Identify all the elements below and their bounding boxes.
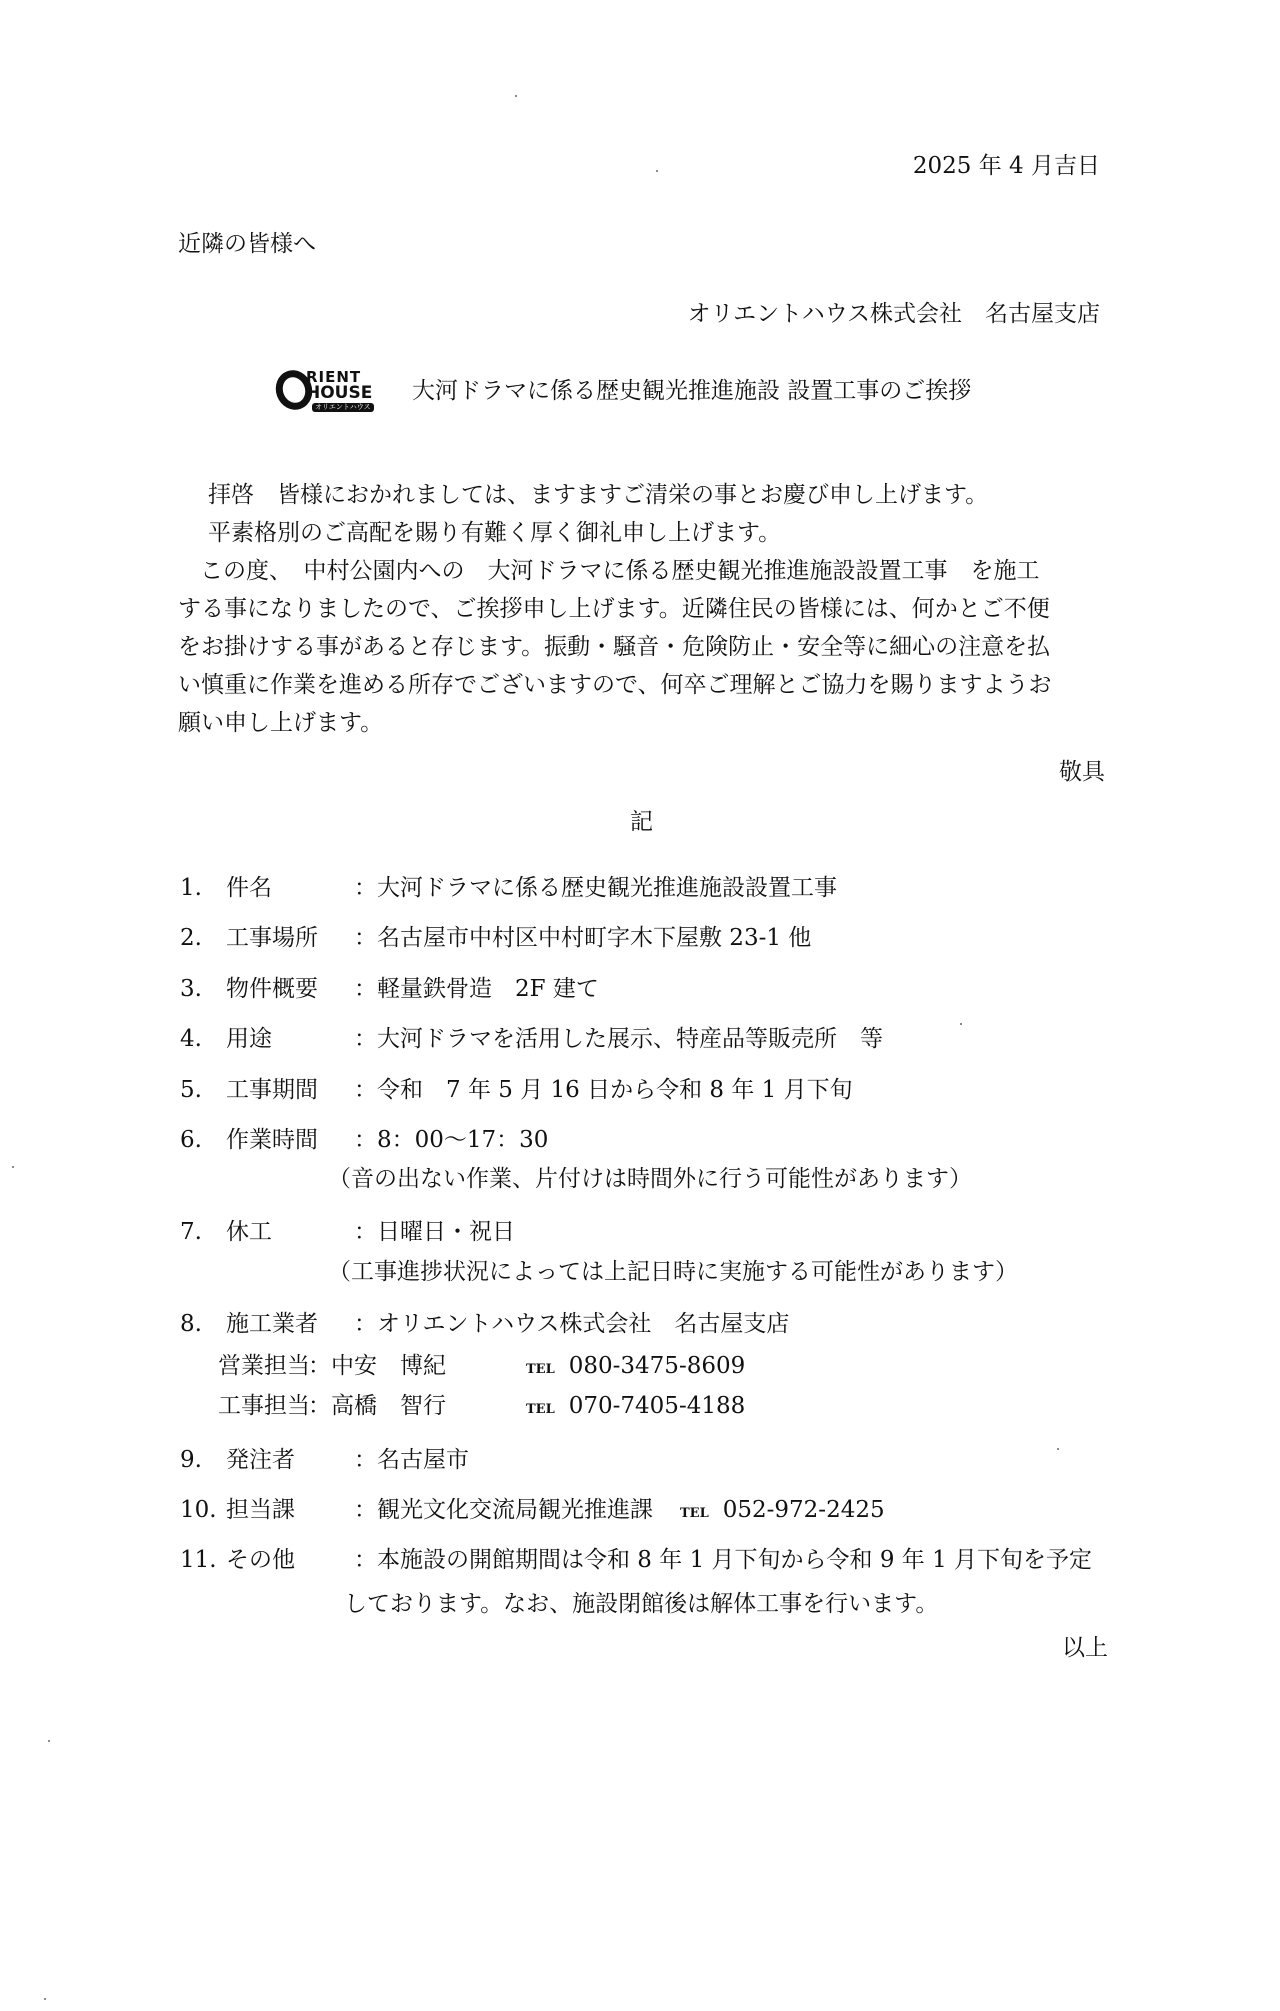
list-item-4 <box>180 1023 883 1055</box>
item-label: 用途 <box>226 1026 272 1052</box>
scan-speck <box>656 170 658 172</box>
item-number: 10. <box>180 1497 217 1523</box>
closing-keigu: 敬具 <box>1059 759 1105 785</box>
tel-mark: TEL <box>526 1362 555 1377</box>
list-item-8 <box>180 1308 789 1340</box>
scan-speck <box>1057 1448 1059 1450</box>
item-value: ：軽量鉄骨造 2F 建て <box>354 976 599 1002</box>
tel-mark: TEL <box>680 1506 709 1521</box>
body-line-3: この度、 中村公園内への 大河ドラマに係る歴史観光推進施設設置工事 を施工 <box>200 558 1040 584</box>
scan-speck <box>48 1740 50 1742</box>
item-label: 物件概要 <box>226 976 318 1002</box>
item-value: ：日曜日・祝日 <box>354 1219 515 1245</box>
item-label: 休工 <box>226 1219 272 1245</box>
list-item-11 <box>180 1544 1092 1576</box>
item-number: 11. <box>180 1547 217 1573</box>
contact-role: 営業担当 <box>218 1353 310 1379</box>
item-number: 8. <box>180 1311 202 1337</box>
item-number: 6. <box>180 1127 202 1153</box>
tel-mark: TEL <box>526 1402 555 1417</box>
body-line-6: い慎重に作業を進める所存でございますので、何卒ご理解とご協力を賜りますようお <box>178 672 1052 698</box>
recipient: 近隣の皆様へ <box>178 231 316 257</box>
item-number: 7. <box>180 1219 202 1245</box>
logo-text-2: HOUSE <box>306 383 373 403</box>
item-value: ：名古屋市 <box>354 1447 469 1473</box>
item-label: 工事場所 <box>226 925 318 951</box>
item-value: ：名古屋市中村区中村町字木下屋敷 23-1 他 <box>354 925 812 951</box>
list-item-5 <box>180 1074 853 1106</box>
company-logo <box>276 368 406 414</box>
contact-tel: 080-3475-8609 <box>568 1353 746 1379</box>
logo-text-1: RIENT <box>306 368 362 386</box>
list-item-7 <box>180 1216 515 1248</box>
contact-tel: 070-7405-4188 <box>568 1393 746 1419</box>
item-value: ：本施設の開館期間は令和 8 年 1 月下旬から令和 9 年 1 月下旬を予定 <box>354 1547 1093 1573</box>
body-line-5: をお掛けする事があると存じます。振動・騒音・危険防止・安全等に細心の注意を払 <box>178 634 1051 660</box>
document-title: 大河ドラマに係る歴史観光推進施設 設置工事のご挨拶 <box>412 378 972 404</box>
item-label: その他 <box>226 1547 295 1573</box>
title-row <box>276 368 971 414</box>
body-line-4: する事になりましたので、ご挨拶申し上げます。近隣住民の皆様には、何かとご不便 <box>178 596 1050 622</box>
item-label: 施工業者 <box>226 1311 318 1337</box>
list-item-10 <box>180 1494 885 1530</box>
item-number: 4. <box>180 1026 202 1052</box>
contact-sales <box>218 1350 745 1386</box>
item-value: ：オリエントハウス株式会社 名古屋支店 <box>354 1311 790 1337</box>
item-value: ：令和 7 年 5 月 16 日から令和 8 年 1 月下旬 <box>354 1077 853 1103</box>
contact-name: ：高橋 智行 <box>308 1393 446 1419</box>
scan-speck <box>960 1023 962 1025</box>
item-7-note: （工事進捗状況によっては上記日時に実施する可能性があります） <box>328 1259 1018 1285</box>
item-number: 3. <box>180 976 202 1002</box>
item-label: 件名 <box>226 875 272 901</box>
item-11-note: しております。なお、施設閉館後は解体工事を行います。 <box>344 1591 939 1617</box>
item-label: 担当課 <box>226 1497 295 1523</box>
item-number: 1. <box>180 875 202 901</box>
contact-construction <box>218 1390 745 1426</box>
item-number: 2. <box>180 925 202 951</box>
item-label: 作業時間 <box>226 1127 318 1153</box>
contact-role: 工事担当 <box>218 1393 310 1419</box>
end-ijo: 以上 <box>1062 1635 1108 1661</box>
list-item-3 <box>180 973 599 1005</box>
logo-text-3: オリエントハウス <box>312 403 374 412</box>
scan-speck <box>515 95 517 97</box>
item-6-note: （音の出ない作業、片付けは時間外に行う可能性があります） <box>328 1166 972 1192</box>
item-value: ：大河ドラマに係る歴史観光推進施設設置工事 <box>354 875 837 901</box>
scan-speck <box>12 1166 14 1168</box>
scan-speck <box>44 1998 46 2000</box>
item-number: 5. <box>180 1077 202 1103</box>
body-line-2: 平素格別のご高配を賜り有難く厚く御礼申し上げます。 <box>208 520 782 546</box>
contact-name: ：中安 博紀 <box>308 1353 446 1379</box>
list-item-6 <box>180 1124 548 1156</box>
sender: オリエントハウス株式会社 名古屋支店 <box>687 301 1100 327</box>
ki-heading: 記 <box>630 809 653 835</box>
item-tel: 052-972-2425 <box>722 1497 885 1523</box>
document-date: 2025 年 4 月吉日 <box>912 153 1100 179</box>
item-value: ：8：00～17：30 <box>354 1127 549 1153</box>
item-label: 発注者 <box>226 1447 295 1473</box>
body-line-7: 願い申し上げます。 <box>178 710 384 736</box>
item-value: ：観光文化交流局観光推進課 <box>354 1497 653 1523</box>
list-item-9 <box>180 1444 469 1476</box>
body-line-1: 拝啓 皆様におかれましては、ますますご清栄の事とお慶び申し上げます。 <box>208 482 989 508</box>
list-item-1 <box>180 872 837 904</box>
list-item-2 <box>180 922 811 954</box>
item-label: 工事期間 <box>226 1077 318 1103</box>
item-number: 9. <box>180 1447 202 1473</box>
item-value: ：大河ドラマを活用した展示、特産品等販売所 等 <box>354 1026 883 1052</box>
